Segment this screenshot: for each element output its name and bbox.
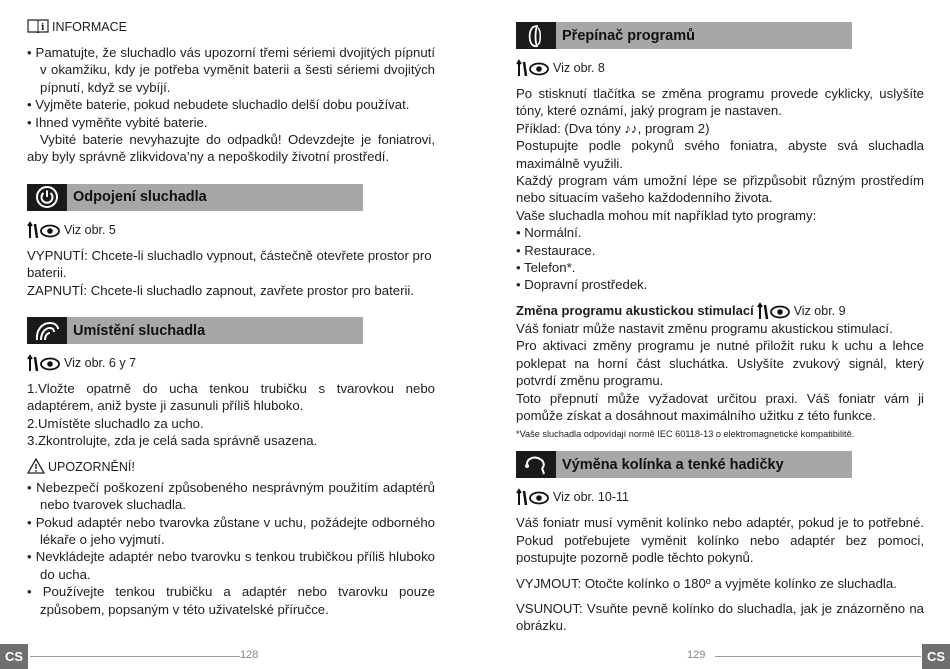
power-icon	[27, 184, 67, 211]
hearing-aid-icon	[516, 22, 556, 49]
book-info-icon	[27, 18, 49, 36]
program-text: Po stisknutí tlačítka se změna programu provede cyklicky, uslyšíte tóny, které oznámí, jaký program je nastaven.	[516, 86, 924, 119]
figure-reference-text: Viz obr. 10-11	[553, 490, 629, 505]
footer-rule	[715, 656, 921, 657]
program-list-item: • Telefon*.	[516, 260, 576, 276]
see-figure-icon	[516, 488, 550, 506]
warning-item: • Nevkládejte adaptér nebo tvarovku s tenkou trubičkou příliš hluboko do ucha.	[27, 549, 435, 582]
see-figure-icon	[27, 221, 61, 239]
figure-reference	[27, 221, 435, 239]
tube-icon	[516, 451, 556, 478]
section-title: Umístění sluchadla	[67, 317, 363, 344]
section-title: Odpojení sluchadla	[67, 184, 363, 211]
figure-reference	[27, 354, 435, 372]
see-figure-icon	[516, 59, 550, 77]
acoustic-title: Změna programu akustickou stimulací	[516, 303, 754, 319]
section-header-disconnect	[27, 184, 435, 211]
placement-step: 3.Zkontrolujte, zda je celá sada správně usazena.	[27, 433, 318, 449]
section-header-placement	[27, 317, 435, 344]
page-number: 128	[240, 649, 259, 661]
footnote: *Vaše sluchadla odpovídají normě IEC 60118-13 o elektromagnetické kompatibilitě.	[516, 429, 855, 440]
warning-triangle-icon	[27, 458, 45, 477]
info-paragraph: Vybité baterie nevyhazujte do odpadků! Odevzdejte je foniatrovi, aby byly správně zlikvidova’ny a nepoškodily životní prostředí.	[27, 132, 435, 165]
program-text: Postupujte podle pokynů svého foniatra, abyste svá sluchadla maximálně využili.	[516, 138, 924, 171]
acoustic-text: Váš foniatr může nastavit změnu programu akustickou stimulací.	[516, 320, 893, 336]
program-text: Vaše sluchadla mohou mít například tyto programy:	[516, 207, 817, 223]
language-badge: CS	[0, 644, 28, 669]
elbow-text: VSUNOUT: Vsuňte pevně kolínko do sluchadla, jak je znázorněno na obrázku.	[516, 600, 924, 634]
section-header-program-switch	[516, 22, 924, 49]
section-title: Přepínač programů	[556, 22, 852, 49]
section-title: Výměna kolínka a tenké hadičky	[556, 451, 852, 478]
figure-reference-text: Viz obr. 8	[553, 61, 605, 75]
right-page	[475, 0, 950, 669]
svg-text:i: i	[41, 23, 45, 33]
figure-reference	[516, 59, 924, 77]
acoustic-text: Toto přepnutí může vyžadovat určitou praxi. Váš foniatr vám ji pomůže získat a dosáhnout maximálního užitku z této funkce.	[516, 390, 924, 423]
figure-reference-text: Viz obr. 9	[793, 303, 846, 318]
program-text: Příklad: (Dva tóny ♪♪, program 2)	[516, 120, 710, 136]
elbow-text: VYJMOUT: Otočte kolínko o 180º a vyjměte kolínko ze sluchadla.	[516, 575, 897, 591]
language-badge: CS	[922, 644, 950, 669]
left-column	[27, 18, 435, 618]
program-list-item: • Restaurace.	[516, 242, 596, 258]
warning-item: • Pokud adaptér nebo tvarovka zůstane v uchu, požádejte odborného lékaře o jeho vyjmutí.	[27, 514, 435, 547]
warning-header	[27, 458, 435, 477]
right-column	[516, 4, 924, 635]
warning-item: • Nebezpečí poškození způsobeného nesprávným použitím adaptérů nebo tvarovek sluchadla.	[27, 479, 435, 513]
figure-reference-text: Viz obr. 6 y 7	[64, 356, 137, 371]
section-header-elbow-tube	[516, 451, 924, 478]
program-list-item: • Normální.	[516, 225, 582, 241]
info-header	[27, 18, 435, 36]
figure-reference-text: Viz obr. 5	[64, 222, 116, 237]
see-figure-icon	[27, 354, 61, 372]
elbow-text: Váš foniatr musí vyměnit kolínko nebo adaptér, pokud je to potřebné. Pokud potřebujete vyměnit kolínko nebo adaptér bez pomoci, postupujte pozorně podle těchto pokynů.	[516, 515, 924, 566]
see-figure-icon	[757, 302, 791, 320]
disconnect-line: VYPNUTÍ: Chcete-li sluchadlo vypnout, částečně otevřete prostor pro baterii.	[27, 247, 432, 281]
figure-reference	[516, 488, 924, 506]
footer-rule	[30, 656, 240, 657]
info-paragraph: • Vyjměte baterie, pokud nebudete sluchadlo delší dobu používat.	[27, 97, 410, 113]
acoustic-text: Pro aktivaci změny programu je nutné přiložit ruku k uchu a lehce poklepat na horní část sluchátka. Uslyšíte zvukový signál, který potvrdí změnu programu.	[516, 338, 924, 389]
info-paragraph: • Pamatujte, že sluchadlo vás upozorní třemi sériemi dvojitých pípnutí v okamžiku, kdy je potřeba vyměnit baterii a šesti sériemi dvojitých pípnutí, když se vybíjí.	[27, 45, 435, 95]
program-list-item: • Dopravní prostředek.	[516, 277, 648, 293]
page-number: 129	[687, 649, 706, 661]
disconnect-line: ZAPNUTÍ: Chcete-li sluchadlo zapnout, zavřete prostor pro baterii.	[27, 282, 415, 298]
placement-step: 1.Vložte opatrně do ucha tenkou trubičku s tvarovkou nebo adaptérem, aniž byste ji zasunuli příliš hluboko.	[27, 381, 435, 414]
warning-item: • Používejte tenkou trubičku a adaptér nebo tvarovku pouze způsobem, popsaným v této uživatelské příručce.	[27, 584, 435, 617]
info-paragraph: • Ihned vyměňte vybité baterie.	[27, 114, 208, 130]
program-text: Každý program vám umožní lépe se přizpůsobit různým prostředím nebo situacím vašeho každodenního života.	[516, 173, 924, 206]
warning-title: UPOZORNĚNÍ!	[48, 460, 135, 475]
info-title: INFORMACE	[52, 20, 127, 34]
acoustic-header	[516, 302, 924, 320]
ear-icon	[27, 317, 67, 344]
placement-step: 2.Umístěte sluchadlo za ucho.	[27, 415, 204, 431]
